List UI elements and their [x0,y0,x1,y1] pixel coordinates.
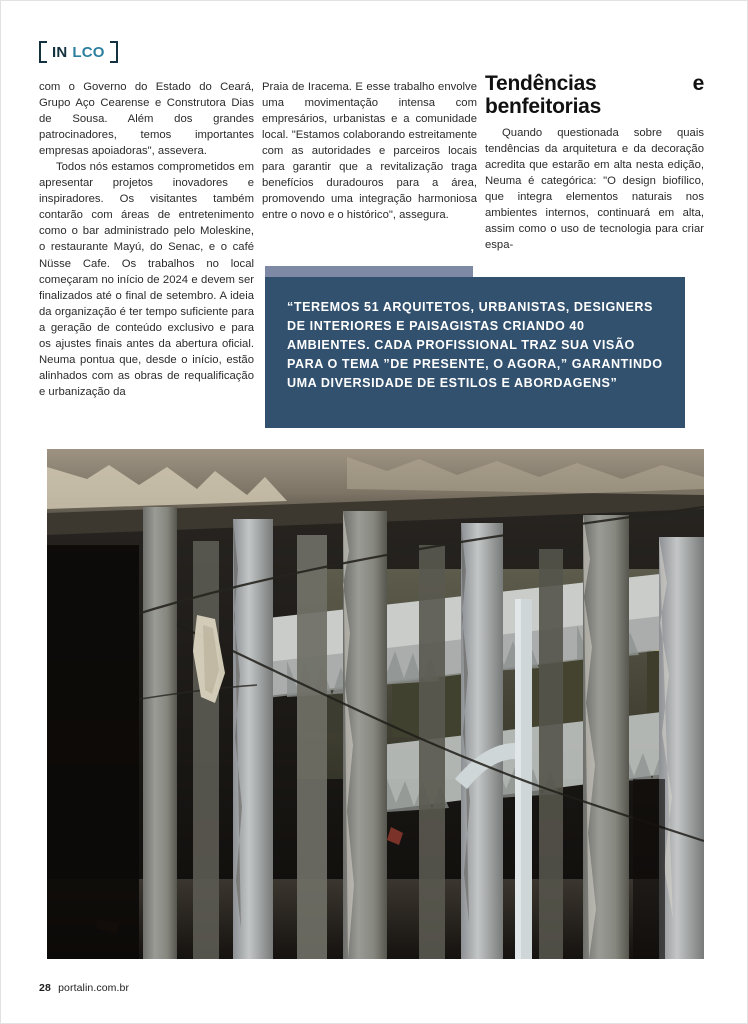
paragraph: Praia de Iracema. E esse trabalho envolve uma movimentação intensa com empresários, urbanistas e a comunidade local. "Estamos colaborando estreitamente com as autoridades e parceiros locais para garantir que a revitalização traga benefícios duradouros para a área, promovendo uma integração harmoniosa entre o novo e o histórico", assegura. [262,81,477,222]
pull-quote-text: “TEREMOS 51 ARQUITETOS, URBANISTAS, DESIGNERS DE INTERIORES E PAISAGISTAS CRIANDO 40 AMBIENTES. CADA PROFISSIONAL TRAZ SUA VISÃO PARA O TEMA ”DE PRESENTE, O AGORA,” GARANTINDO UMA DIVERSIDADE DE ESTILOS E ABORDAGENS” [287,300,663,391]
paragraph: Quando questionada sobre quais tendências da arquitetura e da decoração acredita que estarão em alta nesta edição, Neuma é categórica: "O design biofílico, que integra elementos naturais nos ambientes internos, continuará em alta, assim como o uso de tecnologia para criar espa- [485,127,704,252]
page-number: 28 [39,982,52,994]
pull-quote-body [265,277,685,428]
footer-website: portalin.com.br [58,982,130,994]
text-column-2 [262,79,477,223]
paragraph: com o Governo do Estado do Ceará, Grupo Aço Cearense e Construtora Dias de Sousa. Além dos grandes patrocinadores, temos importantes empresas apoiadoras", assevera. [39,81,254,158]
text-column-1 [39,79,254,400]
page-footer [39,982,129,994]
bracket-right-icon [110,41,118,63]
logo-primary-text: IN [52,43,68,61]
photo-illustration [47,449,704,959]
logo-secondary-text: LCO [72,43,105,61]
bracket-left-icon [39,41,47,63]
paragraph: Todos nós estamos comprometidos em apresentar projetos inovadores e inspiradores. Os visitantes também contarão com áreas de entretenimento como o bar administrado pelo Moleskine, o restaurante Mayú, do Senac, e o café Nüsse Cafe. Os trabalhos no local começaram no início de 2024 e devem ser finalizados até o final de setembro. A ideia da organização é ter tempo suficiente para a geração de conteúdo exclusivo e para os ajustes finais antes da abertura oficial. Neuma pontua que, desde o início, estão alinhados com as obras de requalificação e urbanização da [39,161,254,398]
article-photo [47,449,704,959]
pull-quote-box [265,266,685,428]
masthead-logo [39,39,118,65]
section-heading: Tendências e benfeitorias [485,72,704,118]
text-column-3 [485,73,704,253]
